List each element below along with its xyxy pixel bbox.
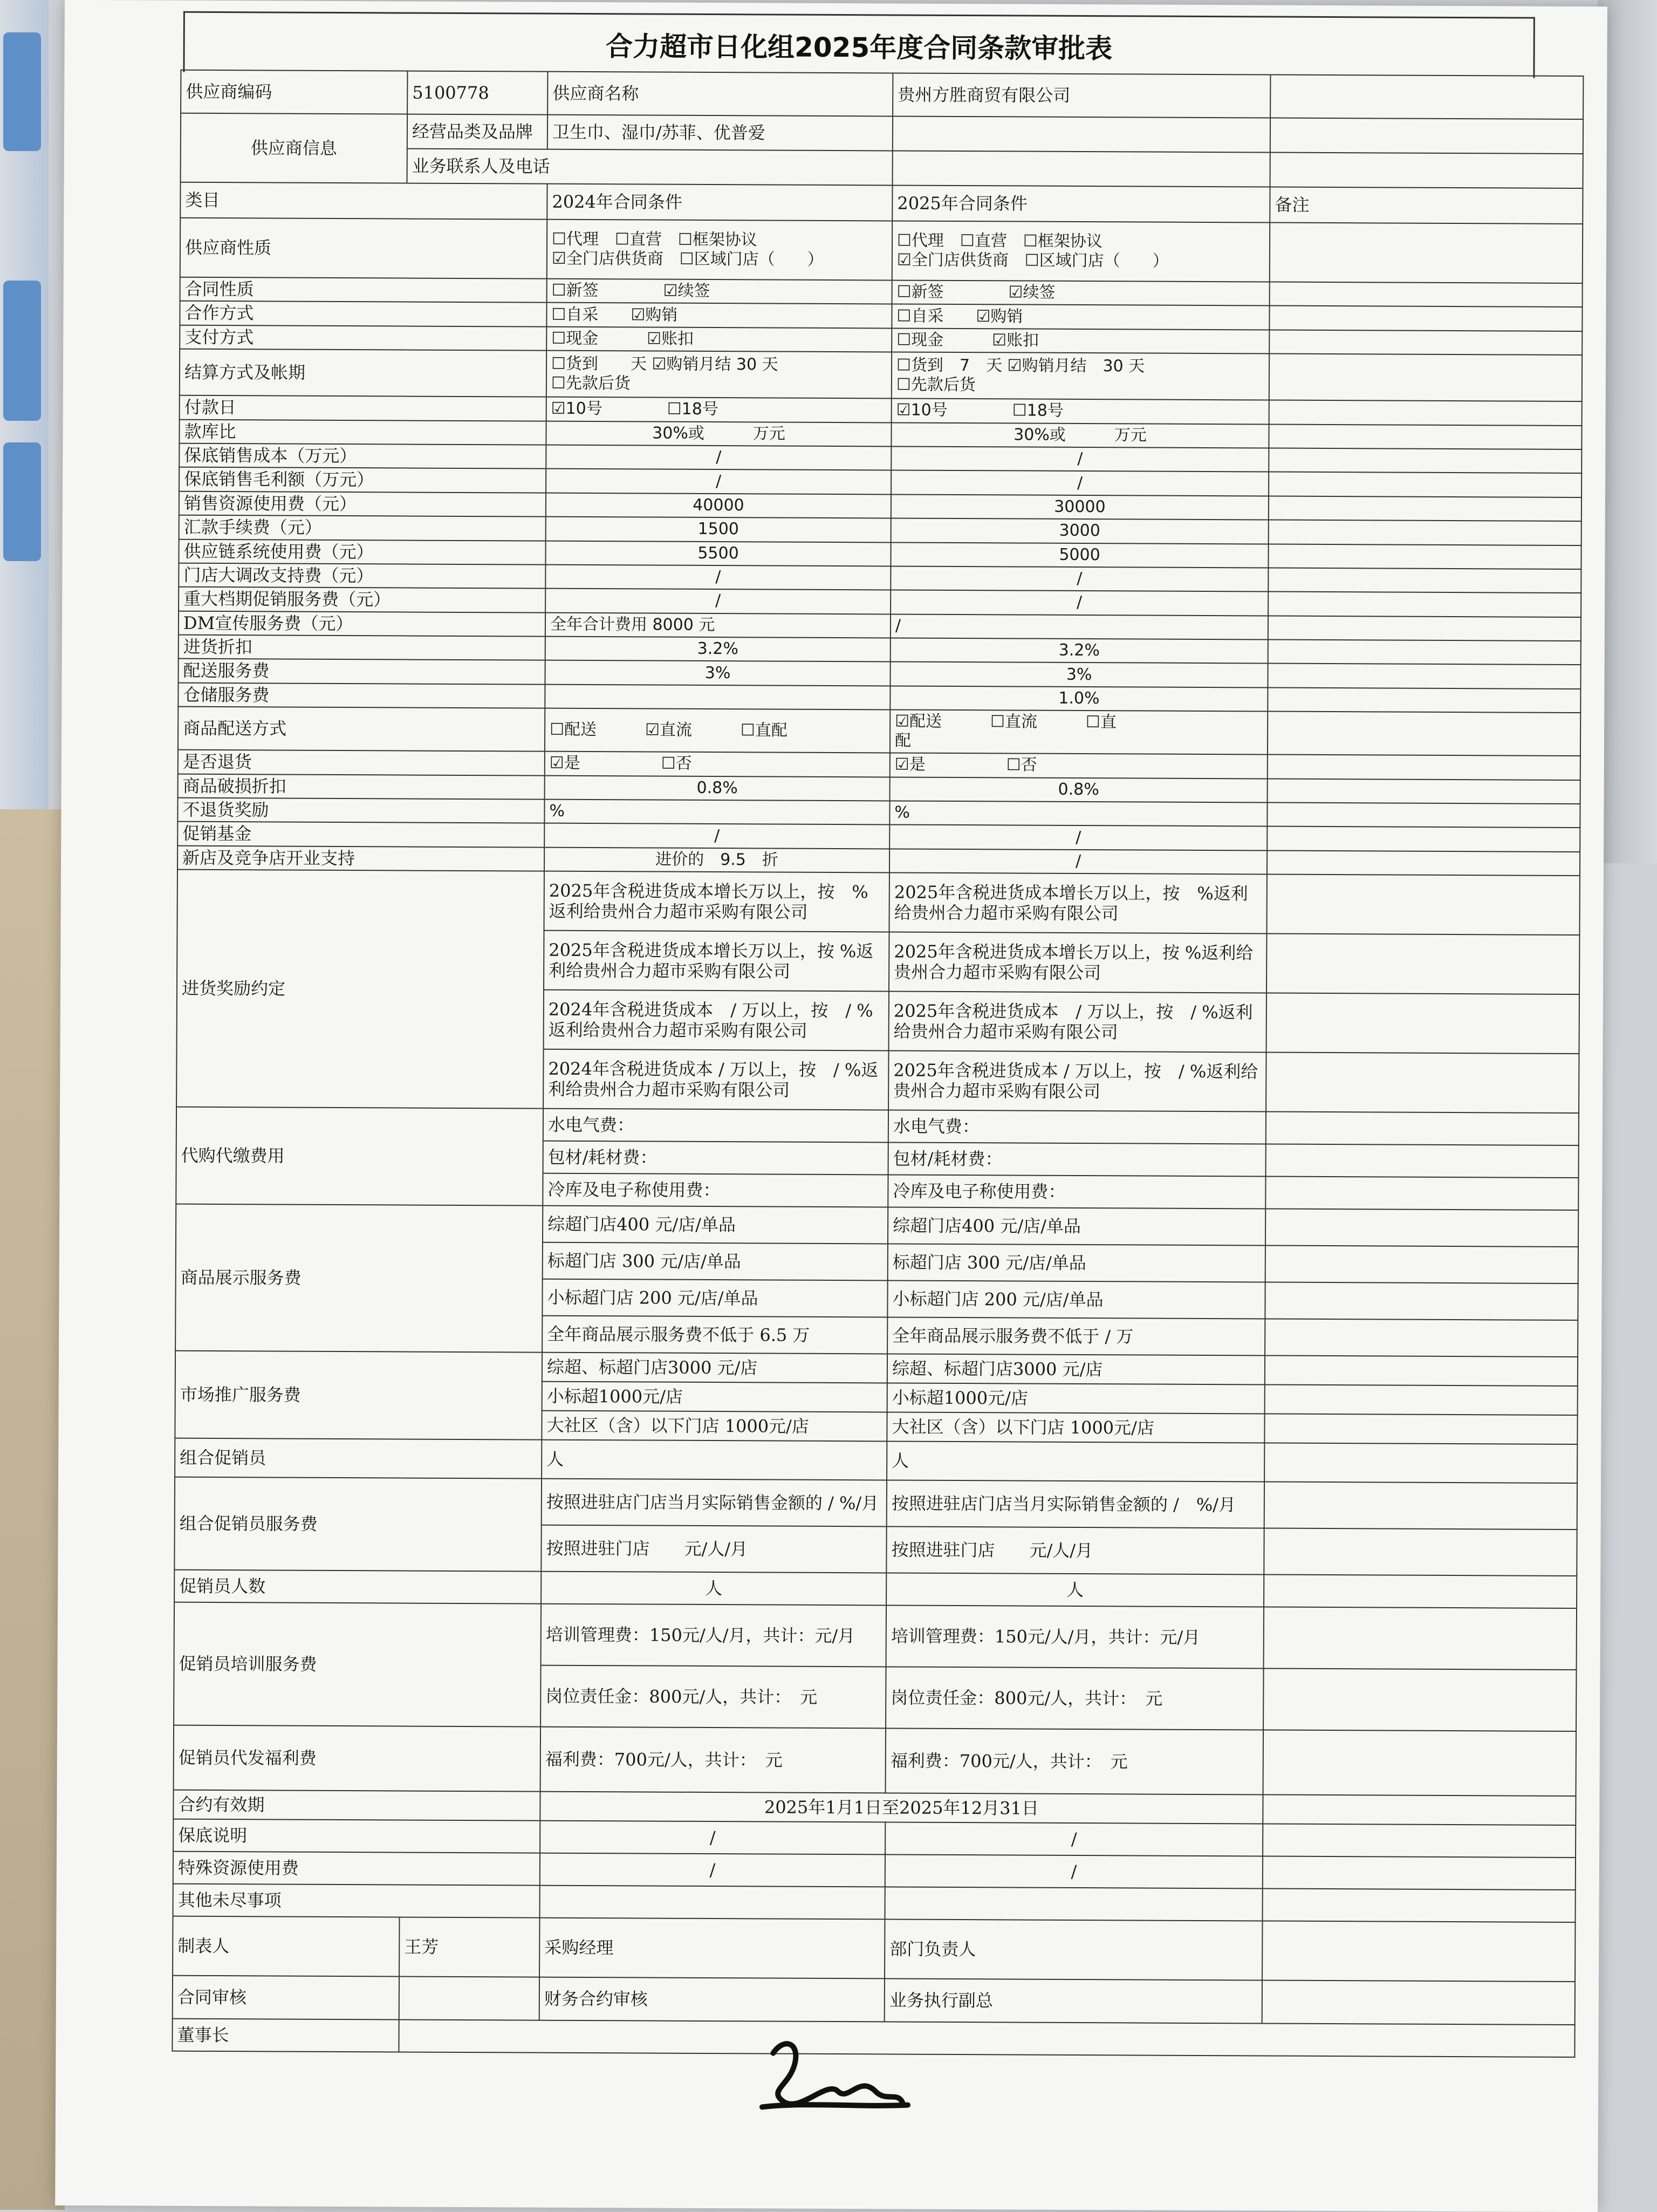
remarks-cell	[1269, 354, 1582, 402]
remarks-cell	[1264, 1414, 1577, 1445]
remarks-cell	[1268, 664, 1580, 689]
contract-terms-table	[172, 70, 1584, 2058]
value-2024: 岗位责任金：800元/人，共计： 元	[540, 1665, 886, 1729]
value-2025: 水电气费：	[888, 1110, 1266, 1144]
table-row	[175, 1477, 1577, 1530]
value-2024: 综超门店400 元/店/单品	[543, 1206, 888, 1244]
value-2025: ☐货到 7 天 ☑购销月结 30 天 ☐先款后货	[892, 352, 1269, 400]
remarks-cell	[1268, 687, 1580, 713]
remarks-cell	[1265, 1282, 1578, 1321]
approval-form-sheet	[55, 0, 1607, 2212]
value-2024: 人	[542, 1440, 887, 1480]
table-row	[180, 218, 1583, 283]
value-2025: ☑配送 ☐直流 ☐直 配	[890, 710, 1268, 755]
row-label: 仓储服务费	[178, 683, 545, 708]
keyboard-background	[0, 0, 49, 809]
value-2025: 人	[886, 1573, 1264, 1607]
chairman-label: 董事长	[172, 2019, 399, 2052]
remarks-cell	[1265, 1356, 1578, 1387]
table-row	[173, 1976, 1575, 2025]
value-2024: 小标超1000元/店	[542, 1382, 887, 1412]
value-2025: 包材/耗材费：	[888, 1143, 1266, 1177]
remarks-cell	[1268, 640, 1581, 665]
remarks-cell	[1268, 712, 1580, 756]
remarks-cell	[1265, 1319, 1578, 1357]
value-2025: 3000	[891, 518, 1269, 544]
remarks-cell	[1266, 1053, 1579, 1114]
dept-head-label: 部门负责人	[885, 1920, 1262, 1981]
remarks-cell	[1266, 993, 1579, 1054]
value-2025: 3%	[890, 662, 1268, 687]
promoter-welfare-label: 促销员代发福利费	[174, 1725, 541, 1792]
blank-cell	[1270, 75, 1583, 120]
table-row	[181, 113, 1583, 154]
value-2025: 2025年含税进货成本 / 万以上，按 / %返利给贵州合力超市采购有限公司	[889, 992, 1266, 1053]
value-2024: ☐货到 天 ☑购销月结 30 天 ☐先款后货	[546, 351, 892, 399]
remarks-cell	[1262, 1889, 1575, 1923]
table-row	[175, 1351, 1578, 1386]
value-2024	[545, 685, 890, 710]
value-2024: 小标超门店 200 元/店/单品	[542, 1279, 887, 1317]
agency-fees-label: 代购代缴费用	[176, 1107, 543, 1206]
preparer-name: 王芳	[399, 1917, 539, 1977]
row-label: 支付方式	[180, 325, 546, 350]
table-row	[174, 1602, 1577, 1670]
other-value	[885, 1887, 1263, 1921]
value-2024: 40000	[546, 493, 891, 518]
value-2024: 2024年含税进货成本 / 万以上，按 / %返利给贵州合力超市采购有限公司	[544, 990, 889, 1051]
remarks-cell	[1265, 1177, 1578, 1211]
signature-mark	[751, 2031, 914, 2129]
remarks-cell	[1263, 1856, 1576, 1890]
value-2025: 冷库及电子称使用费：	[888, 1175, 1265, 1209]
value-2025: 按照进驻店门店当月实际销售金额的 / %/月	[887, 1480, 1264, 1528]
exec-vp-label: 业务执行副总	[885, 1979, 1262, 2024]
row-label: 新店及竞争店开业支持	[177, 846, 544, 871]
value-2024: ☑10号 ☐18号	[546, 397, 892, 422]
value-2024: ☑是 ☐否	[545, 752, 890, 777]
value-2025: 0.8%	[890, 777, 1268, 802]
remarks-cell	[1268, 616, 1581, 641]
brands-label: 经营品类及品牌	[407, 114, 547, 149]
signature-blank	[1262, 1921, 1575, 1982]
value-2025: %	[889, 801, 1267, 826]
remarks-cell	[1269, 520, 1581, 545]
blank-cell	[893, 151, 1270, 187]
header-2024: 2024年合同条件	[547, 184, 892, 221]
remarks-cell	[1265, 1209, 1578, 1247]
table-row	[175, 1438, 1577, 1483]
value-2025: ☑10号 ☐18号	[892, 399, 1269, 424]
remarks-cell	[1264, 1528, 1577, 1576]
value-2024: 培训管理费：150元/人/月，共计：元/月	[541, 1604, 886, 1667]
remarks-cell	[1268, 544, 1581, 569]
row-label: 门店大调改支持费（元）	[179, 563, 545, 589]
value-2025: /	[891, 590, 1268, 616]
value-2024: 冷库及电子称使用费：	[543, 1173, 888, 1207]
remarks-cell	[1264, 1482, 1577, 1530]
remarks-cell	[1269, 424, 1581, 449]
promoter-training-label: 促销员培训服务费	[174, 1602, 541, 1727]
table-row	[173, 1884, 1576, 1922]
row-label: 保底销售成本（万元）	[179, 443, 546, 469]
finance-review-label: 财务合约审核	[539, 1977, 885, 2022]
value-2025: /	[889, 849, 1267, 874]
value-2025: 按照进驻门店 元/人/月	[886, 1527, 1264, 1575]
guarantee-label: 保底说明	[173, 1819, 540, 1853]
remarks-cell	[1268, 779, 1580, 804]
row-label: 重大档期促销服务费（元）	[179, 587, 545, 612]
value-2024: /	[545, 589, 891, 614]
value-2024: 3.2%	[545, 637, 891, 662]
remarks-cell	[1270, 282, 1583, 308]
row-label: 结算方式及帐期	[180, 349, 546, 397]
remarks-cell	[1269, 400, 1582, 426]
value-2024: /	[540, 1821, 885, 1855]
value-2024: 按照进驻门店 元/人/月	[541, 1525, 886, 1573]
blank-cell	[1270, 153, 1583, 189]
value-2024: 全年商品展示服务费不低于 6.5 万	[542, 1316, 887, 1354]
remarks-cell	[1264, 1443, 1577, 1484]
remarks-cell	[1269, 330, 1582, 355]
value-2024: 综超、标超门店3000 元/店	[542, 1353, 887, 1383]
remarks-cell	[1269, 496, 1581, 521]
remarks-cell	[1270, 223, 1583, 284]
table-row	[173, 1819, 1576, 1858]
value-2024: 30%或 万元	[546, 421, 891, 446]
row-label: 促销基金	[177, 822, 544, 847]
remarks-cell	[1266, 1112, 1579, 1146]
value-2024: ☐现金 ☑账扣	[546, 326, 892, 352]
row-label: 进货折扣	[179, 635, 545, 660]
value-2024: 2024年含税进货成本 / 万以上，按 / %返利给贵州合力超市采购有限公司	[543, 1049, 888, 1110]
row-label: 汇款手续费（元）	[179, 515, 546, 541]
value-2025: 5000	[891, 542, 1268, 568]
table-row	[174, 1570, 1577, 1608]
header-2025: 2025年合同条件	[892, 185, 1270, 222]
value-2024: ☐代理 ☐直营 ☐框架协议 ☑全门店供货商 ☐区域门店（ ）	[547, 220, 892, 281]
remarks-cell	[1265, 1246, 1578, 1284]
value-2024: /	[546, 469, 891, 494]
remarks-cell	[1266, 1144, 1579, 1178]
row-label: DM宣传服务费（元）	[179, 611, 545, 636]
remarks-cell	[1265, 1385, 1578, 1416]
row-label: 供应链系统使用费（元）	[179, 539, 545, 564]
row-label: 商品破损折扣	[178, 774, 545, 799]
header-remarks: 备注	[1270, 187, 1583, 224]
row-label: 合作方式	[180, 301, 546, 326]
remarks-cell	[1263, 1824, 1576, 1858]
signature-blank	[1262, 1981, 1575, 2025]
remarks-cell	[1266, 875, 1579, 936]
value-2025: 人	[887, 1442, 1264, 1482]
purchase-manager-label: 采购经理	[539, 1918, 885, 1979]
brands-value: 卫生巾、湿巾/苏菲、优普爱	[547, 115, 893, 151]
keyboard-key	[3, 32, 41, 151]
table-row	[180, 349, 1582, 401]
value-2024: 1500	[546, 517, 891, 542]
combo-promoter-label: 组合促销员	[175, 1438, 542, 1479]
special-fee-label: 特殊资源使用费	[173, 1852, 540, 1886]
row-label: 不退货奖励	[177, 798, 544, 823]
value-2024: ☐自采 ☑购销	[546, 303, 892, 328]
other-label: 其他未尽事项	[173, 1884, 540, 1918]
value-2025: /	[885, 1855, 1263, 1889]
value-2024: 全年合计费用 8000 元	[545, 612, 891, 638]
value-2025: /	[885, 1822, 1263, 1856]
supplier-name-label: 供应商名称	[547, 72, 893, 117]
supplier-name-value: 贵州方胜商贸有限公司	[893, 73, 1270, 118]
remarks-cell	[1269, 472, 1581, 497]
table-row	[176, 1107, 1579, 1145]
row-label: 配送服务费	[178, 659, 545, 684]
row-label: 付款日	[180, 395, 546, 421]
combo-promoter-fee-label: 组合促销员服务费	[174, 1477, 542, 1572]
table-row	[176, 1204, 1578, 1247]
table-row	[177, 870, 1580, 935]
preparer-label: 制表人	[173, 1916, 399, 1977]
value-2025: 培训管理费：150元/人/月，共计：元/月	[886, 1606, 1264, 1669]
value-2025: ☐新签 ☑续签	[892, 280, 1270, 305]
value-2024: /	[540, 1853, 885, 1887]
remarks-cell	[1267, 850, 1580, 876]
remarks-cell	[1266, 934, 1579, 995]
row-label: 合同性质	[180, 277, 547, 303]
header-category: 类目	[180, 182, 547, 220]
value-2025: /	[891, 446, 1269, 472]
value-2025: 福利费：700元/人，共计： 元	[886, 1729, 1264, 1795]
value-2025: ☐现金 ☑账扣	[892, 328, 1269, 353]
row-label: 款库比	[179, 419, 546, 445]
value-2024: 人	[541, 1572, 886, 1606]
supplier-code-value: 5100778	[407, 71, 547, 115]
form-title: 合力超市日化组2025年度合同条款审批表	[183, 11, 1535, 78]
value-2025: 3.2%	[891, 638, 1268, 664]
remarks-cell	[1263, 1669, 1576, 1732]
row-label: 销售资源使用费（元）	[179, 491, 546, 516]
blank-cell	[1270, 118, 1583, 154]
value-2024: 福利费：700元/人，共计： 元	[540, 1727, 886, 1793]
contact-label: 业务联系人及电话	[407, 149, 893, 186]
table-row	[180, 182, 1583, 224]
row-label: 是否退货	[178, 750, 545, 775]
contract-review-label: 合同审核	[173, 1976, 399, 2020]
value-2024: 包材/耗材费：	[543, 1141, 888, 1175]
value-2025: /	[891, 566, 1268, 591]
value-2025: /	[891, 470, 1269, 496]
value-2024: /	[544, 823, 889, 849]
value-2025: 小标超门店 200 元/店/单品	[887, 1281, 1265, 1319]
rebate-label: 进货奖励约定	[176, 870, 544, 1109]
value-2025: 2025年含税进货成本增长万以上，按 %返利给贵州合力超市采购有限公司	[889, 873, 1266, 934]
row-label: 商品配送方式	[178, 707, 545, 752]
remarks-cell	[1264, 1607, 1577, 1670]
value-2024: 0.8%	[545, 775, 890, 801]
value-2024: 2025年含税进货成本增长万以上，按 %返利给贵州合力超市采购有限公司	[544, 871, 889, 932]
value-2024: 标超门店 300 元/店/单品	[543, 1242, 888, 1281]
table-body	[172, 70, 1583, 2058]
table-row	[173, 1916, 1575, 1982]
value-2025: 全年商品展示服务费不低于 / 万	[887, 1317, 1265, 1356]
supplier-info-label: 供应商信息	[181, 113, 408, 183]
table-row	[178, 707, 1580, 756]
value-2024: 水电气费：	[543, 1109, 888, 1143]
remarks-cell	[1267, 803, 1580, 828]
remarks-cell	[1268, 592, 1581, 617]
table-row	[181, 70, 1583, 119]
remarks-cell	[1268, 755, 1580, 780]
value-2025: ☑是 ☐否	[890, 753, 1268, 779]
supplier-code-label: 供应商编码	[181, 70, 407, 114]
value-2024: /	[545, 565, 891, 590]
value-2025: 岗位责任金：800元/人，共计： 元	[886, 1667, 1263, 1730]
row-label: 供应商性质	[180, 218, 547, 279]
validity-value: 2025年1月1日至2025年12月31日	[540, 1792, 1263, 1824]
value-2025: 大社区（含）以下门店 1000元/店	[887, 1412, 1264, 1443]
value-2025: 标超门店 300 元/店/单品	[888, 1244, 1265, 1282]
keyboard-key	[3, 281, 41, 421]
value-2025: /	[889, 825, 1267, 850]
marketing-fees-label: 市场推广服务费	[175, 1351, 542, 1440]
signature-blank	[399, 1977, 539, 2020]
remarks-cell	[1263, 1730, 1577, 1797]
value-2025: 2025年含税进货成本增长万以上，按 %返利给贵州合力超市采购有限公司	[889, 932, 1266, 993]
value-2025: 综超、标超门店3000 元/店	[887, 1354, 1265, 1385]
blank-cell	[893, 116, 1270, 152]
display-fees-label: 商品展示服务费	[175, 1204, 543, 1353]
remarks-cell	[1269, 306, 1582, 331]
remarks-cell	[1269, 448, 1581, 473]
value-2024: 按照进驻店门店当月实际销售金额的 / %/月	[542, 1479, 887, 1527]
value-2024: ☐配送 ☑直流 ☐直配	[545, 708, 890, 753]
row-label: 保底销售毛利额（万元）	[179, 467, 546, 493]
signature-blank	[399, 2020, 1574, 2058]
remarks-cell	[1267, 827, 1580, 852]
value-2025: ☐自采 ☑购销	[892, 304, 1269, 330]
value-2024: 进价的 9.5 折	[544, 847, 889, 872]
remarks-cell	[1264, 1575, 1577, 1609]
remarks-cell	[1268, 568, 1581, 593]
remarks-cell	[1263, 1795, 1576, 1826]
keyboard-key	[3, 442, 41, 561]
other-value	[540, 1886, 885, 1920]
promoter-count-label: 促销员人数	[174, 1570, 541, 1604]
value-2024: 5500	[545, 541, 891, 566]
value-2025: 30%或 万元	[891, 422, 1269, 448]
value-2024: ☐新签 ☑续签	[547, 279, 892, 304]
table-row	[174, 1725, 1576, 1796]
value-2025: /	[891, 614, 1268, 639]
value-2024: 大社区（含）以下门店 1000元/店	[542, 1411, 887, 1442]
value-2025: 1.0%	[890, 686, 1268, 711]
value-2025: 综超门店400 元/店/单品	[888, 1207, 1265, 1246]
value-2024: 3%	[545, 660, 890, 686]
table-row	[173, 1852, 1576, 1890]
value-2024: 2025年含税进货成本增长万以上，按 %返利给贵州合力超市采购有限公司	[544, 931, 889, 992]
value-2024: /	[546, 445, 891, 470]
value-2025: ☐代理 ☐直营 ☐框架协议 ☑全门店供货商 ☐区域门店（ ）	[892, 221, 1270, 282]
validity-label: 合约有效期	[173, 1790, 540, 1821]
value-2025: 2025年含税进货成本 / 万以上，按 / %返利给贵州合力超市采购有限公司	[888, 1051, 1266, 1112]
desk-surface	[0, 809, 65, 2210]
value-2024: %	[544, 800, 889, 825]
value-2025: 30000	[891, 494, 1269, 520]
value-2025: 小标超1000元/店	[887, 1383, 1265, 1414]
